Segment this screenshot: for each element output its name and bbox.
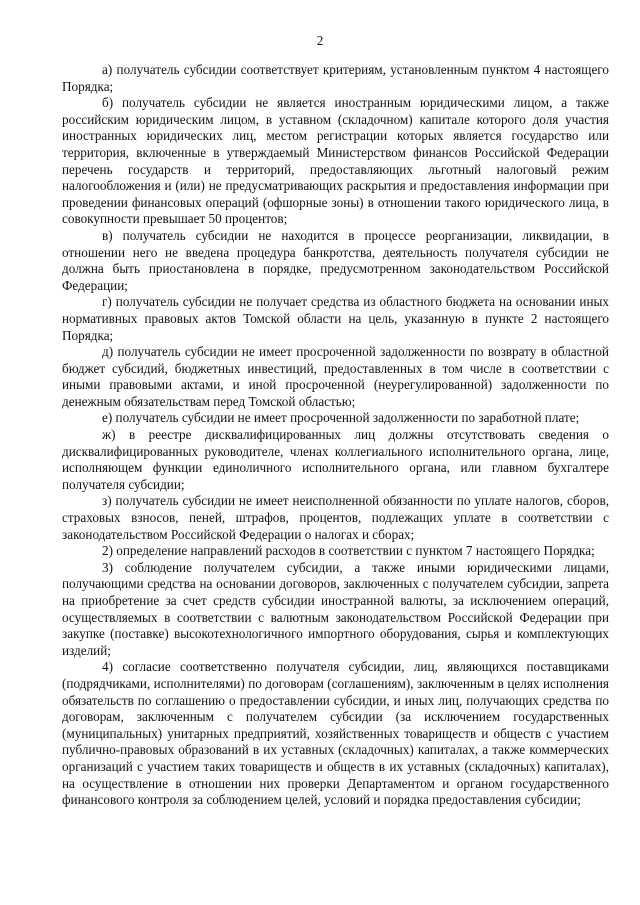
paragraph-3: 3) соблюдение получателем субсидии, а также иными юридическими лицами, получающими средства на основании договоров, заключенных с получателем субсидии, запрета на приобретение за счет средств субсидии иностранной валюты, за исключением операций, осуществляемых в соответствии с валютным законодательством Российской Федерации при закупке (поставке) высокотехнологичного импортного оборудования, сырья и комплектующих изделий; [62, 559, 609, 658]
paragraph-2: 2) определение направлений расходов в соответствии с пунктом 7 настоящего Порядка; [102, 543, 595, 559]
paragraph-a: а) получатель субсидии соответствует критериям, установленным пунктом 4 настоящего Порядка; [62, 62, 609, 94]
page-number: 2 [316, 33, 324, 48]
paragraph-d: д) получатель субсидии не имеет просроченной задолженности по возврату в областной бюджет субсидий, бюджетных инвестиций, предоставленных в том числе в соответствии с иными правовыми актами, и иной просроченной (неурегулированной) задолженности по денежным обязательствам перед Томской областью; [62, 344, 609, 409]
paragraph-4: 4) согласие соответственно получателя субсидии, лиц, являющихся поставщиками (подрядчиками, исполнителями) по договорам (соглашениям), заключенным в целях исполнения обязательств по соглашению о предоставлении субсидии, и иных лиц, получающих средства по договорам, заключенным с получателем субсидии (за исключением государственных (муниципальных) унитарных предприятий, хозяйственных товариществ и обществ с участием публично-правовых образований в их уставных (складочных) капиталах, а также коммерческих организаций с участием таких товариществ и обществ в их уставных (складочных) капиталах), на осуществление в отношении них проверки Департаментом и органом государственного финансового контроля за соблюдением целей, условий и порядка предоставления субсидии; [62, 659, 609, 808]
paragraph-z: з) получатель субсидии не имеет неисполненной обязанности по уплате налогов, сборов, страховых взносов, пеней, штрафов, процентов, подлежащих уплате в соответствии с законодательством Российской Федерации о налогах и сборах; [62, 493, 609, 542]
paragraph-e: е) получатель субсидии не имеет просроченной задолженности по заработной плате; [102, 410, 580, 426]
paragraph-g: г) получатель субсидии не получает средства из областного бюджета на основании иных нормативных правовых актов Томской области на цель, указанную в пункте 2 настоящего Порядка; [62, 294, 609, 343]
paragraph-v: в) получатель субсидии не находится в процессе реорганизации, ликвидации, в отношении него не введена процедура банкротства, деятельность получателя субсидии не должна быть приостановлена в порядке, предусмотренном законодательством Российской Федерации; [62, 227, 609, 293]
paragraph-zh: ж) в реестре дисквалифицированных лиц должны отсутствовать сведения о дисквалифицированных руководителе, членах коллегиального исполнительного органа, лице, исполняющем функции единоличного исполнительного органа, или главном бухгалтере получателя субсидии; [62, 427, 609, 492]
paragraph-b: б) получатель субсидии не является иностранным юридическими лицом, а также российским юридическим лицом, в уставном (складочном) капитале которого доля участия иностранных юридических лиц, местом регистрации которых является государство или территория, включенные в утверждаемый Министерством финансов Российской Федерации перечень государств и территорий, предоставляющих льготный налоговый режим налогообложения и (или) не предусматривающих раскрытия и предоставления информации при проведении финансовых операций (офшорные зоны) в отношении такого юридического лица, в совокупности превышает 50 процентов; [62, 95, 609, 227]
document-body [62, 62, 609, 809]
